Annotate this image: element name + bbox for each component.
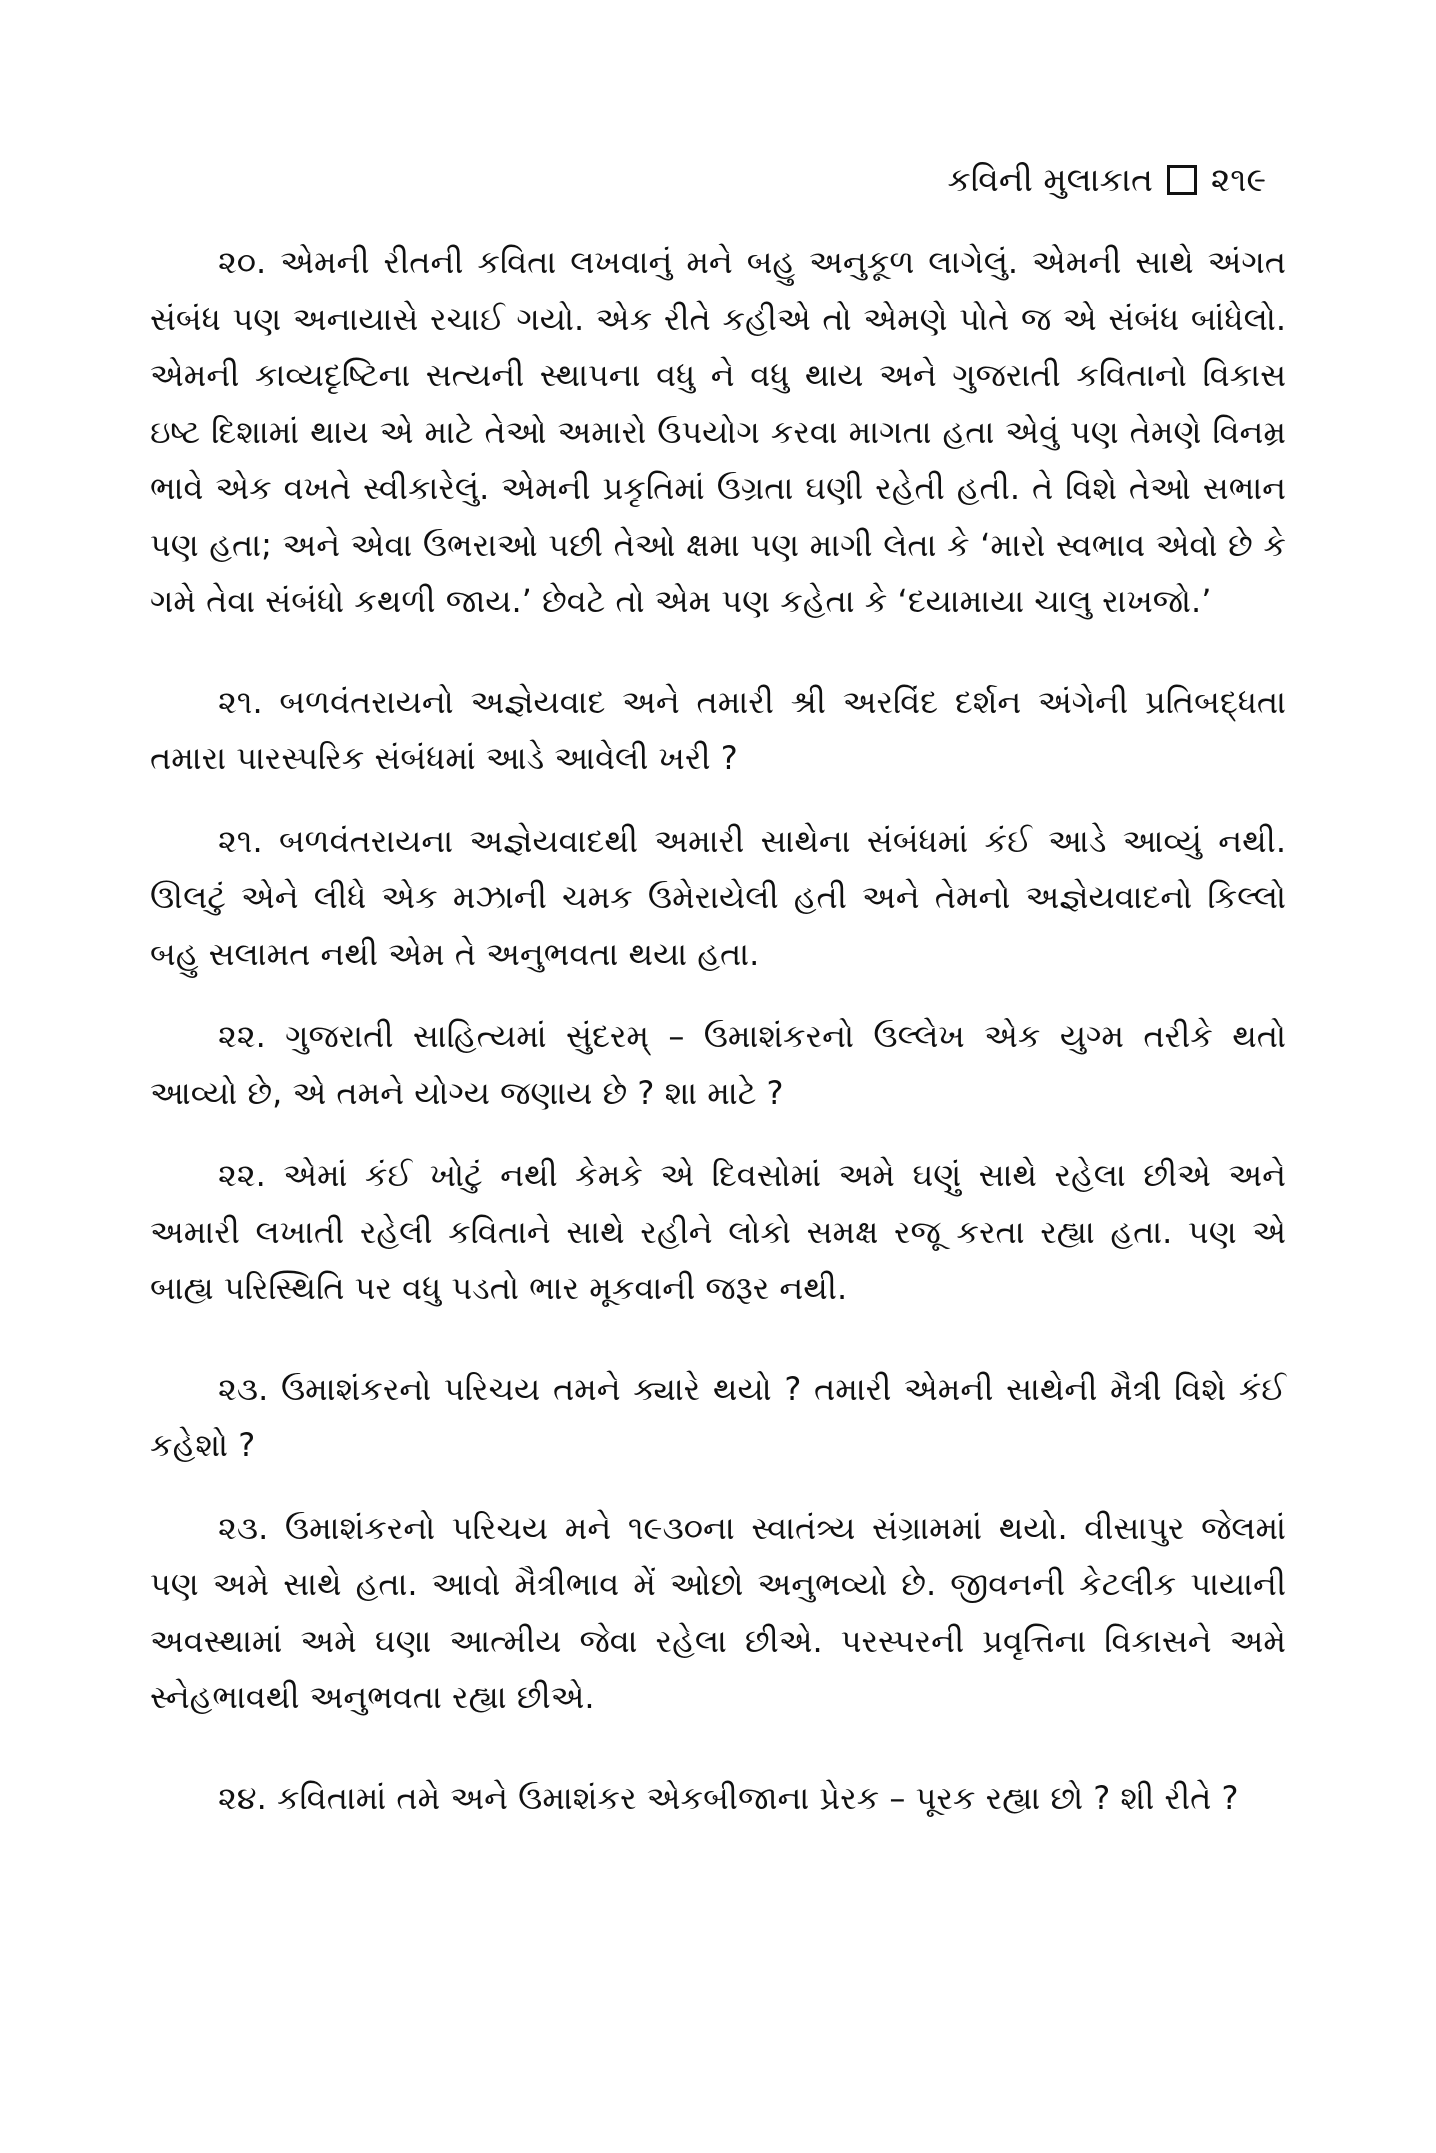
running-head — [948, 160, 1267, 200]
running-title: કવિની મુલાકાત — [947, 160, 1153, 199]
page-body — [150, 234, 1286, 1826]
question-paragraph-21: ૨૧. બળવંતરાયનો અજ્ઞેયવાદ અને તમારી શ્રી અરવિંદ દર્શન અંગેની પ્રતિબદ્ધતા તમારા પારસ્પરિક સંબંધમાં આડે આવેલી ખરી ? — [150, 682, 1286, 777]
question-paragraph-22: ૨૨. ગુજરાતી સાહિત્યમાં સુંદરમ્ – ઉમાશંકરનો ઉલ્લેખ એક યુગ્મ તરીકે થતો આવ્યો છે, એ તમને યોગ્ય જણાય છે ? શા માટે ? — [150, 1017, 1286, 1112]
question-paragraph-24: ૨૪. કવિતામાં તમે અને ઉમાશંકર એકબીજાના પ્રેરક – પૂરક રહ્યા છો ? શી રીતે ? — [218, 1778, 1239, 1817]
square-box-icon — [1167, 165, 1197, 195]
answer-paragraph-20: ૨૦. એમની રીતની કવિતા લખવાનું મને બહુ અનુકૂળ લાગેલું. એમની સાથે અંગત સંબંધ પણ અનાયાસે રચાઈ ગયો. એક રીતે કહીએ તો એમણે પોતે જ એ સંબંધ બાંધેલો. એમની કાવ્યદૃષ્ટિના સત્યની સ્થાપના વધુ ને વધુ થાય અને ગુજરાતી કવિતાનો વિકાસ ઇષ્ટ દિશામાં થાય એ માટે તેઓ અમારો ઉપયોગ કરવા માગતા હતા એવું પણ તેમણે વિનમ્ર ભાવે એક વખતે સ્વીકારેલું. એમની પ્રકૃતિમાં ઉગ્રતા ઘણી રહેતી હતી. તે વિશે તેઓ સભાન પણ હતા; અને એવા ઉભરાઓ પછી તેઓ ક્ષમા પણ માગી લેતા કે ‘મારો સ્વભાવ એવો છે કે ગમે તેવા સંબંધો કથળી જાય.’ છેવટે તો એમ પણ કહેતા કે ‘દયામાયા ચાલુ રાખજો.’ — [150, 243, 1286, 620]
page-number: ૨૧૯ — [1210, 160, 1266, 199]
question-paragraph-23: ૨૩. ઉમાશંકરનો પરિચય તમને ક્યારે થયો ? તમારી એમની સાથેની મૈત્રી વિશે કંઈ કહેશો ? — [150, 1369, 1286, 1464]
answer-paragraph-22: ૨૨. એમાં કંઈ ખોટું નથી કેમકે એ દિવસોમાં અમે ઘણું સાથે રહેલા છીએ અને અમારી લખાતી રહેલી કવિતાને સાથે રહીને લોકો સમક્ષ રજૂ કરતા રહ્યા હતા. પણ એ બાહ્ય પરિસ્થિતિ પર વધુ પડતો ભાર મૂકવાની જરૂર નથી. — [150, 1156, 1286, 1307]
answer-paragraph-23: ૨૩. ઉમાશંકરનો પરિચય મને ૧૯૩૦ના સ્વાતંત્ર્ય સંગ્રામમાં થયો. વીસાપુર જેલમાં પણ અમે સાથે હતા. આવો મૈત્રીભાવ મેં ઓછો અનુભવ્યો છે. જીવનની કેટલીક પાયાની અવસ્થામાં અમે ઘણા આત્મીય જેવા રહેલા છીએ. પરસ્પરની પ્રવૃત્તિના વિકાસને અમે સ્નેહભાવથી અનુભવતા રહ્યા છીએ. — [150, 1508, 1286, 1716]
answer-paragraph-21: ૨૧. બળવંતરાયના અજ્ઞેયવાદથી અમારી સાથેના સંબંધમાં કંઈ આડે આવ્યું નથી. ઊલટું એને લીધે એક મઝાની ચમક ઉમેરાયેલી હતી અને તેમનો અજ્ઞેયવાદનો કિલ્લો બહુ સલામત નથી એમ તે અનુભવતા થયા હતા. — [150, 821, 1286, 973]
